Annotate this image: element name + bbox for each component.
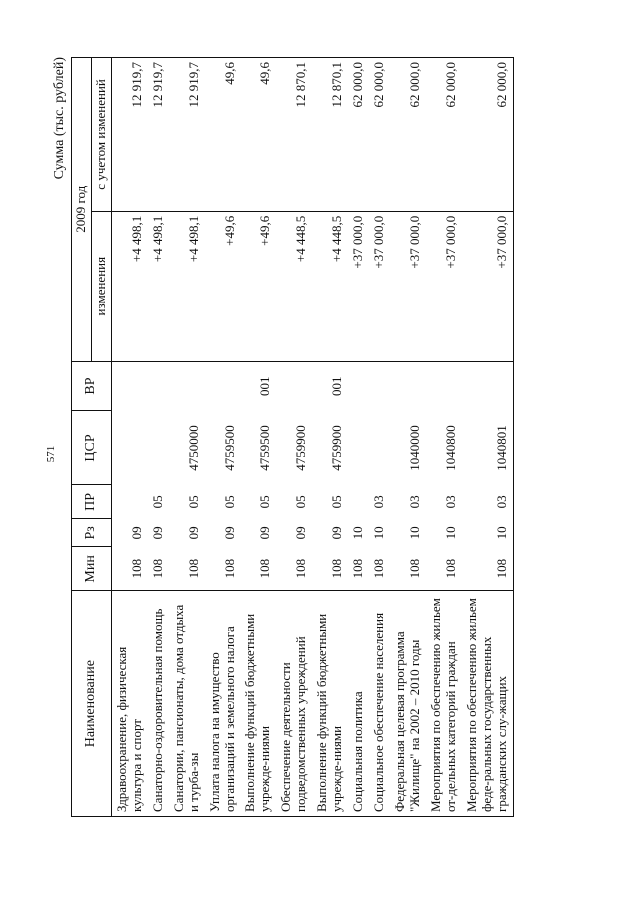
row-pr: 03 bbox=[442, 495, 458, 509]
row-rz: 10 bbox=[371, 526, 386, 540]
table-row bbox=[426, 58, 462, 817]
row-csr bbox=[348, 411, 369, 485]
row-pr bbox=[111, 485, 147, 519]
row-name: Выполнение функций бюджетными учрежде-ниями bbox=[240, 591, 276, 817]
row-change: +37 000,0 bbox=[462, 211, 513, 361]
row-vr bbox=[111, 361, 147, 411]
row-min: 108 bbox=[462, 547, 513, 591]
row-change: +37 000,0 bbox=[369, 211, 390, 361]
row-change: +49,6 bbox=[205, 211, 241, 361]
row-min: 108 bbox=[293, 558, 309, 579]
row-rz: 09 bbox=[185, 526, 201, 540]
row-name: Социальная политика bbox=[348, 591, 369, 817]
row-rz: 10 bbox=[406, 526, 422, 540]
row-csr: 4759900 bbox=[329, 425, 345, 471]
header-changes: изменения bbox=[91, 211, 111, 361]
table-row bbox=[462, 58, 513, 817]
header-name: Наименование bbox=[72, 591, 112, 817]
row-rz: 09 bbox=[257, 526, 273, 540]
table-row bbox=[148, 58, 169, 817]
header-rz: Рз bbox=[72, 519, 112, 547]
header-year: 2009 год bbox=[72, 58, 92, 362]
row-csr: 4759500 bbox=[221, 425, 237, 471]
row-pr: 05 bbox=[329, 495, 345, 509]
row-pr: 05 bbox=[293, 495, 309, 509]
table-row bbox=[348, 58, 369, 817]
row-pr: 05 bbox=[149, 495, 165, 509]
row-change: +4 498,1 bbox=[111, 211, 147, 361]
table-header-row bbox=[72, 58, 92, 817]
row-name: Здравоохранение, физическая культура и спорт bbox=[111, 591, 147, 817]
row-min: 108 bbox=[371, 558, 386, 579]
row-pr: 03 bbox=[462, 485, 513, 519]
table-body bbox=[111, 58, 513, 817]
row-csr bbox=[111, 411, 147, 485]
row-vr bbox=[148, 361, 169, 411]
row-change: +37 000,0 bbox=[348, 211, 369, 361]
row-vr: 001 bbox=[257, 376, 273, 397]
row-min: 108 bbox=[257, 558, 273, 579]
row-pr: 05 bbox=[185, 495, 201, 509]
row-pr: 05 bbox=[257, 495, 273, 509]
unit-label: Сумма (тыс. рублей) bbox=[52, 57, 67, 180]
row-change: +4 448,5 bbox=[276, 211, 312, 361]
row-vr bbox=[169, 361, 205, 411]
row-rz: 09 bbox=[221, 526, 237, 540]
row-total: 62 000,0 bbox=[390, 58, 426, 212]
row-total: 12 870,1 bbox=[312, 58, 348, 212]
row-vr bbox=[426, 361, 462, 411]
row-change: +37 000,0 bbox=[426, 211, 462, 361]
row-total: 62 000,0 bbox=[462, 58, 513, 212]
budget-table bbox=[71, 57, 514, 817]
row-rz: 10 bbox=[462, 519, 513, 547]
row-vr bbox=[205, 361, 241, 411]
table-row bbox=[369, 58, 390, 817]
header-vr: ВР bbox=[72, 361, 112, 411]
row-name: Санатории, пансионаты, дома отдыха и турба-зы bbox=[169, 591, 205, 817]
row-total: 12 870,1 bbox=[276, 58, 312, 212]
row-min: 108 bbox=[128, 558, 144, 579]
row-rz: 09 bbox=[293, 526, 309, 540]
row-vr: 001 bbox=[329, 376, 345, 397]
row-pr: 03 bbox=[406, 495, 422, 509]
row-name: Мероприятия по обеспечению жильем от-дельных категорий граждан bbox=[426, 591, 462, 817]
header-csr: ЦСР bbox=[72, 411, 112, 485]
row-total: 49,6 bbox=[240, 58, 276, 212]
row-name: Федеральная целевая программа "Жилище" на 2002 – 2010 годы bbox=[390, 591, 426, 817]
row-change: +37 000,0 bbox=[390, 211, 426, 361]
table-row bbox=[240, 58, 276, 817]
row-csr: 4759900 bbox=[293, 425, 309, 471]
row-min: 108 bbox=[406, 558, 422, 579]
row-min: 108 bbox=[185, 558, 201, 579]
row-change: +49,6 bbox=[240, 211, 276, 361]
row-total: 12 919,7 bbox=[169, 58, 205, 212]
row-min: 108 bbox=[329, 558, 345, 579]
header-pr: ПР bbox=[72, 485, 112, 519]
row-vr bbox=[348, 361, 369, 411]
row-total: 62 000,0 bbox=[369, 58, 390, 212]
row-total: 12 919,7 bbox=[148, 58, 169, 212]
row-csr bbox=[148, 411, 169, 485]
row-name: Санаторно-оздоровительная помощь bbox=[148, 591, 169, 817]
row-name: Обеспечение деятельности подведомственных учреждений bbox=[276, 591, 312, 817]
row-total: 62 000,0 bbox=[348, 58, 369, 212]
header-with-changes: с учетом изменений bbox=[91, 58, 111, 212]
row-csr bbox=[369, 411, 390, 485]
header-min: Мин bbox=[72, 547, 112, 591]
row-csr: 1040801 bbox=[462, 411, 513, 485]
row-vr bbox=[369, 361, 390, 411]
row-pr bbox=[348, 485, 369, 519]
row-change: +4 498,1 bbox=[169, 211, 205, 361]
row-rz: 09 bbox=[149, 526, 165, 540]
table-row bbox=[312, 58, 348, 817]
row-pr: 05 bbox=[221, 495, 237, 509]
table-row bbox=[205, 58, 241, 817]
row-name: Социальное обеспечение населения bbox=[369, 591, 390, 817]
row-pr: 03 bbox=[371, 495, 386, 509]
row-csr: 4759500 bbox=[257, 425, 273, 471]
row-min: 108 bbox=[149, 558, 165, 579]
row-min: 108 bbox=[442, 558, 458, 579]
table-row bbox=[169, 58, 205, 817]
row-change: +4 448,5 bbox=[312, 211, 348, 361]
row-vr bbox=[276, 361, 312, 411]
row-vr bbox=[390, 361, 426, 411]
row-rz: 09 bbox=[128, 526, 144, 540]
row-total: 49,6 bbox=[205, 58, 241, 212]
table-row bbox=[390, 58, 426, 817]
page-number: 571 bbox=[45, 445, 57, 463]
row-total: 12 919,7 bbox=[111, 58, 147, 212]
budget-table-area bbox=[52, 57, 597, 817]
row-csr: 1040800 bbox=[442, 425, 458, 471]
row-rz: 09 bbox=[329, 526, 345, 540]
row-name: Мероприятия по обеспечению жильем феде-ральных государственных гражданских слу-жащих bbox=[462, 591, 513, 817]
table-row bbox=[111, 58, 147, 817]
row-min: 108 bbox=[350, 558, 366, 579]
row-min: 108 bbox=[221, 558, 237, 579]
row-rz: 10 bbox=[350, 526, 366, 540]
row-vr bbox=[462, 361, 513, 411]
table-row bbox=[276, 58, 312, 817]
row-csr: 4750000 bbox=[185, 425, 201, 471]
row-total: 62 000,0 bbox=[426, 58, 462, 212]
row-name: Выполнение функций бюджетными учрежде-ниями bbox=[312, 591, 348, 817]
row-name: Уплата налога на имущество организаций и земельного налога bbox=[205, 591, 241, 817]
row-csr: 1040000 bbox=[406, 425, 422, 471]
row-rz: 10 bbox=[442, 526, 458, 540]
row-change: +4 498,1 bbox=[148, 211, 169, 361]
